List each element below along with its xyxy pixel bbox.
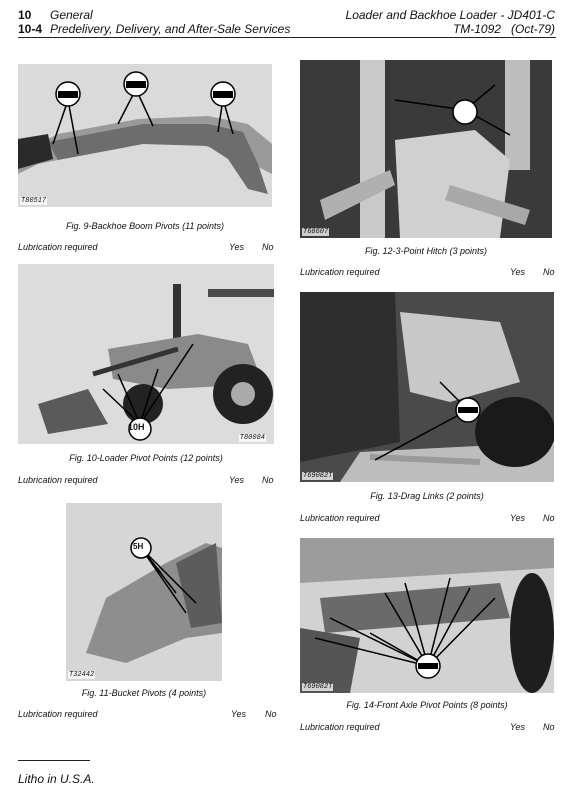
figure-10-photo bbox=[18, 264, 274, 444]
page-number-block bbox=[18, 22, 42, 36]
figure-9-lubrication-label: Lubrication required bbox=[18, 242, 98, 252]
figure-9-no: No bbox=[262, 242, 274, 252]
figure-12-no: No bbox=[543, 267, 555, 277]
figure-11-yes: Yes bbox=[231, 709, 247, 719]
figure-10-no: No bbox=[262, 475, 274, 485]
figure-14-image-id: T69082T bbox=[303, 683, 333, 691]
figure-13-no: No bbox=[543, 513, 555, 523]
manual-number: TM-1092 bbox=[452, 22, 501, 36]
figure-9-image-id: T80517 bbox=[21, 197, 47, 205]
book-title: Loader and Backhoe Loader - JD401-C bbox=[345, 8, 555, 22]
footer-imprint: Litho in U.S.A. bbox=[18, 772, 95, 786]
figure-11-caption: Fig. 11-Bucket Pivots (4 points) bbox=[81, 688, 207, 698]
figure-10-lubrication-label: Lubrication required bbox=[18, 475, 98, 485]
figure-10-image-id: T80084 bbox=[239, 434, 265, 442]
figure-12-yes: Yes bbox=[510, 267, 526, 277]
figure-11-no: No bbox=[265, 709, 277, 719]
hitch-illustration bbox=[300, 60, 552, 238]
figure-11-lubrication-label: Lubrication required bbox=[18, 709, 98, 719]
figure-9-yes: Yes bbox=[229, 242, 245, 252]
figure-10-yes: Yes bbox=[229, 475, 245, 485]
section-number: 10 bbox=[18, 8, 32, 22]
figure-11-photo bbox=[66, 503, 222, 681]
drag-links-illustration bbox=[300, 292, 554, 482]
figure-10-callout: 10H bbox=[128, 422, 145, 432]
figure-10-caption: Fig. 10-Loader Pivot Points (12 points) bbox=[69, 453, 223, 463]
figure-12-lubrication-label: Lubrication required bbox=[300, 267, 380, 277]
footer-rule bbox=[18, 760, 90, 761]
front-axle-illustration bbox=[300, 538, 554, 693]
header-rule bbox=[18, 37, 556, 38]
section-title: General bbox=[50, 8, 93, 22]
manual-ref bbox=[453, 22, 555, 36]
figure-14-lubrication-label: Lubrication required bbox=[300, 722, 380, 732]
figure-13-image-id: T69082T bbox=[303, 472, 333, 480]
figure-9-photo bbox=[18, 64, 272, 207]
figure-13-lubrication-label: Lubrication required bbox=[300, 513, 380, 523]
figure-12-photo bbox=[300, 60, 552, 238]
figure-14-photo bbox=[300, 538, 554, 693]
figure-11-callout: 5H bbox=[133, 542, 144, 551]
figure-12-caption: Fig. 12-3-Point Hitch (3 points) bbox=[364, 246, 488, 256]
figure-14-yes: Yes bbox=[510, 722, 526, 732]
figure-13-photo bbox=[300, 292, 554, 482]
section-number-block bbox=[18, 8, 31, 22]
bucket-illustration bbox=[66, 503, 222, 681]
figure-14-caption: Fig. 14-Front Axle Pivot Points (8 points) bbox=[346, 700, 508, 710]
page-number: 10-4 bbox=[18, 22, 43, 36]
figure-12-image-id: T68607 bbox=[303, 228, 329, 236]
manual-date: (Oct-79) bbox=[510, 22, 555, 36]
figure-9-caption: Fig. 9-Backhoe Boom Pivots (11 points) bbox=[66, 221, 224, 231]
figure-13-caption: Fig. 13-Drag Links (2 points) bbox=[370, 491, 484, 501]
figure-14-no: No bbox=[543, 722, 555, 732]
figure-11-image-id: T32442 bbox=[69, 671, 95, 679]
figure-13-yes: Yes bbox=[510, 513, 526, 523]
loader-illustration bbox=[18, 264, 274, 444]
page-title: Predelivery, Delivery, and After-Sale Services bbox=[50, 22, 291, 36]
backhoe-boom-illustration bbox=[18, 64, 272, 207]
